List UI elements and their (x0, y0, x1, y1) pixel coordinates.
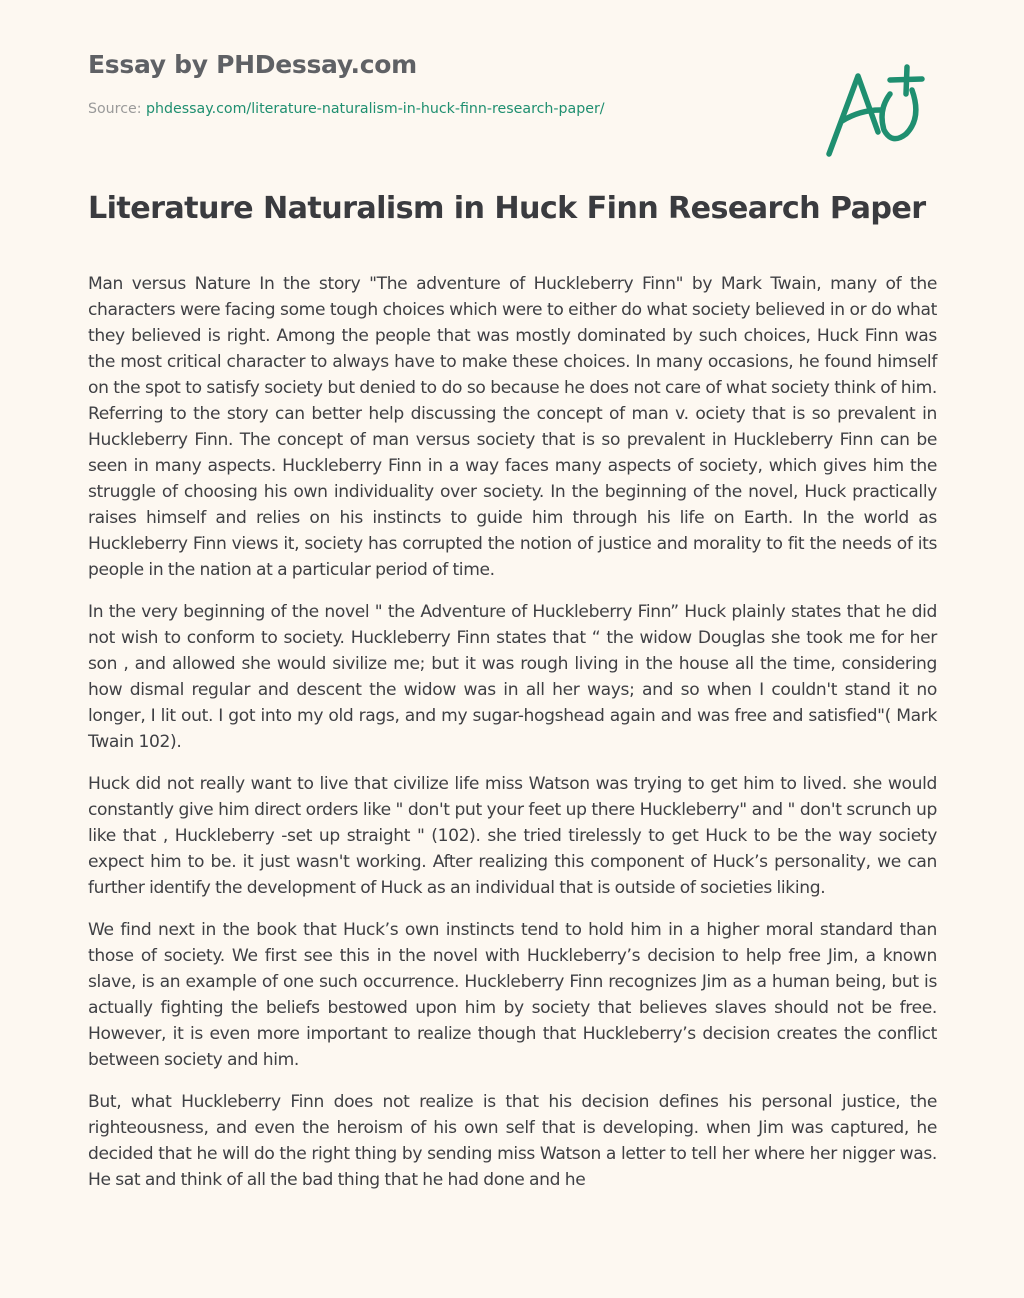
essay-title: Literature Naturalism in Huck Finn Research Paper (88, 191, 926, 226)
essay-paragraph: We find next in the book that Huck’s own instincts tend to hold him in a higher moral standard than those of society. We first see this in the novel with Huckleberry’s decision to help free Jim, a known slave, is an example of one such occurrence. Huckleberry Finn recognizes Jim as a human being, but is actually fighting the beliefs bestowed upon him by society that believes slaves should not be free. However, it is even more important to realize though that Huckleberry’s decision creates the conflict between society and him. (88, 920, 937, 1070)
essay-paragraph: Man versus Nature In the story "The adventure of Huckleberry Finn" by Mark Twain, many of the characters were facing some tough choices which were to either do what society believed in or do what they believed is right. Among the people that was mostly dominated by such choices, Huck Finn was the most critical character to always have to make these choices. In many occasions, he found himself on the spot to satisfy society but denied to do so because he does not care of what society think of him. Referring to the story can better help discussing the concept of man v. ociety that is so prevalent in Huckleberry Finn. The concept of man versus society that is so prevalent in Huckleberry Finn can be seen in many aspects. Huckleberry Finn in a way faces many aspects of society, which gives him the struggle of choosing his own individuality over society. In the beginning of the novel, Huck practically raises himself and relies on his instincts to guide him through his life on Earth. In the world as Huckleberry Finn views it, society has corrupted the notion of justice and morality to fit the needs of its people in the nation at a particular period of time. (88, 274, 937, 580)
source-link[interactable]: phdessay.com/literature-naturalism-in-huck-finn-research-paper/ (146, 101, 605, 117)
essay-paragraph: Huck did not really want to live that civilize life miss Watson was trying to get him to lived. she would constantly give him direct orders like " don't put your feet up there Huckleberry" and " don't scrunch up like that , Huckleberry -set up straight " (102). she tried tirelessly to get Huck to be the way society expect him to be. it just wasn't working. After realizing this component of Huck’s personality, we can further identify the development of Huck as an individual that is outside of societies liking. (88, 774, 937, 898)
essay-paragraph: But, what Huckleberry Finn does not realize is that his decision defines his personal justice, the righteousness, and even the heroism of his own self that is developing. when Jim was captured, he decided that he will do the right thing by sending miss Watson a letter to tell her where her nigger was. He sat and think of all the bad thing that he had done and he (88, 1092, 937, 1190)
site-brand[interactable]: Essay by PHDessay.com (88, 50, 417, 79)
a-plus-logo-icon (820, 60, 930, 164)
essay-paragraph: In the very beginning of the novel " the Adventure of Huckleberry Finn” Huck plainly states that he did not wish to conform to society. Huckleberry Finn states that “ the widow Douglas she took me for her son , and allowed she would sivilize me; but it was rough living in the house all the time, considering how dismal regular and descent the widow was in all her ways; and so when I couldn't stand it no longer, I lit out. I got into my old rags, and my sugar-hogshead again and was free and satisfied"( Mark Twain 102). (88, 602, 937, 752)
essay-body (88, 271, 937, 1209)
source-label: Source: (88, 101, 147, 117)
source-line (88, 101, 605, 117)
